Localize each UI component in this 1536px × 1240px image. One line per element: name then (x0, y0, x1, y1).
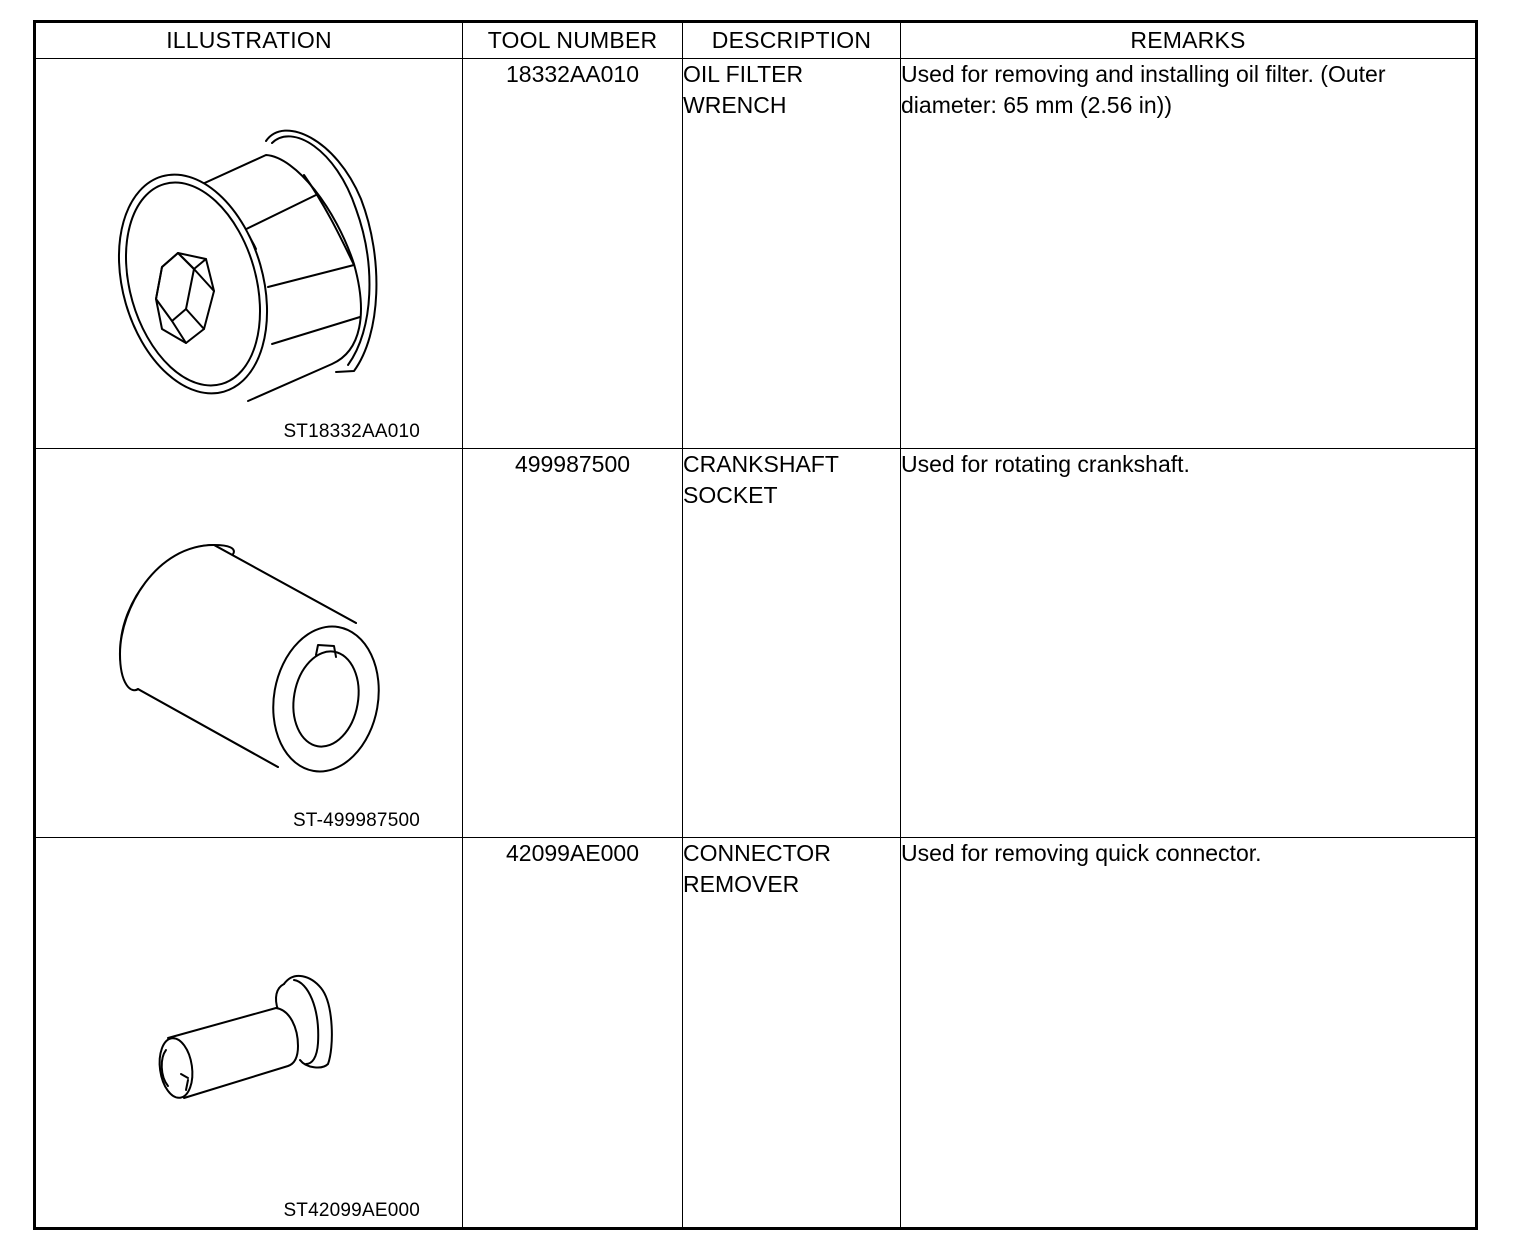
illustration-code: ST18332AA010 (283, 420, 420, 442)
header-description: DESCRIPTION (683, 22, 901, 59)
description-cell: OIL FILTER WRENCH (683, 59, 901, 449)
header-remarks: REMARKS (901, 22, 1477, 59)
illustration-cell (35, 838, 463, 1229)
tool-number-cell: 18332AA010 (463, 59, 683, 449)
tool-number-cell: 499987500 (463, 448, 683, 838)
special-tools-table (33, 20, 1478, 1230)
table-row (35, 448, 1477, 838)
remarks-cell: Used for removing quick connector. (901, 838, 1477, 1229)
illustration-cell (35, 59, 463, 449)
header-tool-number: TOOL NUMBER (463, 22, 683, 59)
illustration-cell (35, 448, 463, 838)
table-row (35, 838, 1477, 1229)
crankshaft-socket-icon (36, 449, 463, 837)
description-cell: CRANKSHAFT SOCKET (683, 448, 901, 838)
illustration-code: ST42099AE000 (283, 1200, 420, 1221)
description-cell: CONNECTOR REMOVER (683, 838, 901, 1229)
oil-filter-wrench-icon (36, 59, 463, 447)
connector-remover-icon (36, 838, 463, 1226)
remarks-cell: Used for rotating crankshaft. (901, 448, 1477, 838)
table-row (35, 59, 1477, 449)
header-illustration: ILLUSTRATION (35, 22, 463, 59)
illustration-code: ST-499987500 (292, 810, 420, 832)
table-header-row (35, 22, 1477, 59)
tool-number-cell: 42099AE000 (463, 838, 683, 1229)
remarks-cell: Used for removing and installing oil filter. (Outer diameter: 65 mm (2.56 in)) (901, 59, 1477, 449)
